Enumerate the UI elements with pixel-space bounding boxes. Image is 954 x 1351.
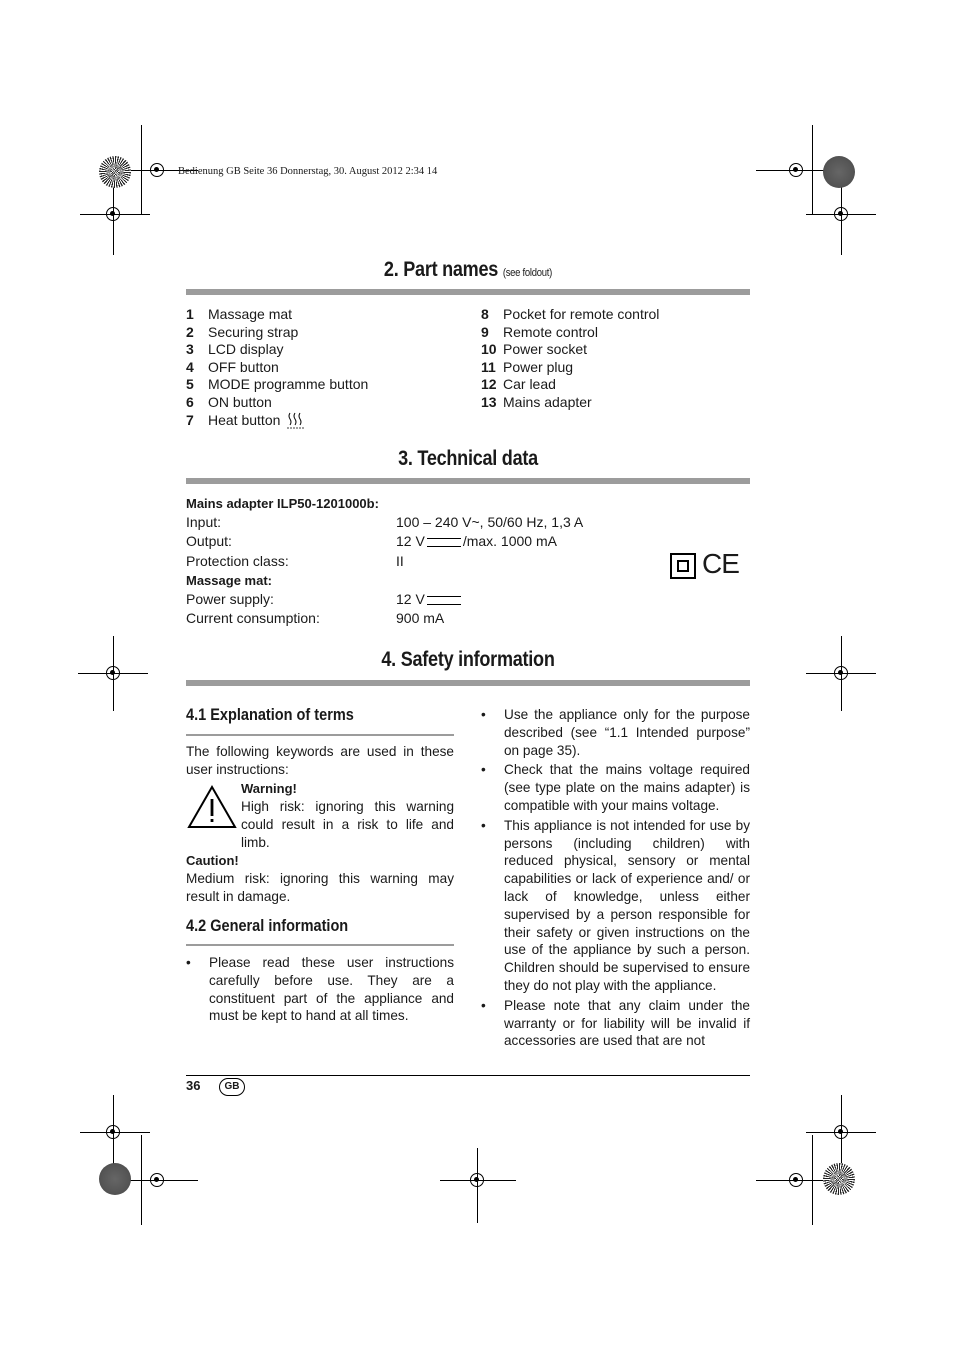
caution-label: Caution!: [186, 853, 239, 868]
list-item: 7 Heat button: [186, 412, 368, 430]
safety-list-right: [481, 706, 750, 1052]
list-item: 5 MODE programme button: [186, 376, 369, 393]
explanation-intro: The following keywords are used in these user instructions:: [186, 744, 454, 777]
dc-symbol-icon: [427, 538, 461, 547]
list-item: 8 Pocket for remote control: [481, 306, 660, 322]
section-bar: [186, 680, 750, 686]
ce-mark-icon: CE: [702, 548, 739, 579]
safety-heading: 4. Safety information: [381, 648, 555, 671]
list-item: 12 Car lead: [481, 376, 556, 393]
footer-rule: [186, 1075, 750, 1076]
general-info-heading: 4.2 General information: [186, 917, 349, 935]
list-item: 6 ON button: [186, 393, 272, 410]
list-item: 1 Massage mat: [186, 306, 293, 322]
section-bar: [186, 478, 750, 484]
list-item: • Please note that any claim under the warranty or for liability will be invalid if accessories are used that are not: [481, 997, 750, 1049]
list-item: 4 OFF button: [186, 358, 279, 375]
language-badge: GB: [219, 1078, 245, 1096]
print-slug: Bedienung GB Seite 36 Donnerstag, 30. August 2012 2:34 14: [178, 166, 438, 177]
mat-heading: Massage mat:: [186, 572, 272, 588]
warning-label: Warning!: [241, 781, 297, 796]
subsection-rule: [186, 734, 454, 736]
caution-text: Medium risk: ignoring this warning may result in damage.: [186, 871, 454, 904]
list-item: 11 Power plug: [481, 358, 574, 375]
page-number: 36: [186, 1078, 201, 1093]
list-item: 9 Remote control: [481, 323, 598, 340]
technical-data-table: Mains adapter ILP50-1201000b: Input: 100 – 240 V~, 50/60 Hz, 1,3 A Output: 12 V /max. 1000 mA Protection class: II Massage mat: Power supply: 12 V Current consumption: 900 mA: [186, 496, 584, 627]
part-list-left: [186, 306, 368, 430]
list-item: • Use the appliance only for the purpose described (see “1.1 Intended purpose” on page 35).: [481, 707, 750, 758]
list-item: 13 Mains adapter: [481, 393, 592, 410]
list-item: • This appliance is not intended for use by persons (including children) with reduced physical, sensory or mental capabilities or lack of experience and/ or lack of knowledge, unless either supervised by a person responsible for their safety or given instructions on the use of the appliance by such a person. Children should be supervised to ensure they do not play with the appliance.: [481, 817, 750, 993]
warning-text: High risk: ignoring this warning could result in a risk to life and limb.: [241, 799, 454, 850]
technical-data-heading: 3. Technical data: [398, 447, 538, 470]
dc-symbol-icon: [427, 596, 461, 605]
part-names-heading: 2. Part names (see foldout): [383, 258, 553, 281]
list-item: 10 Power socket: [481, 341, 588, 358]
part-list-right: [481, 306, 659, 412]
adapter-heading: Mains adapter ILP50-1201000b:: [186, 496, 379, 511]
subsection-rule: [186, 944, 454, 946]
general-info-list: [186, 954, 454, 1027]
warning-triangle-icon: [187, 785, 237, 829]
list-item: 2 Securing strap: [186, 323, 299, 340]
list-item: 3 LCD display: [186, 341, 284, 358]
section-bar: [186, 289, 750, 295]
heat-icon: [286, 410, 306, 430]
list-item: • Check that the mains voltage required (see type plate on the mains adapter) is compatible with your mains voltage.: [481, 762, 750, 813]
explanation-heading: 4.1 Explanation of terms: [186, 706, 354, 724]
list-item: • Please read these user instructions carefully before use. They are a constituent part of the appliance and must be kept to hand at all times.: [186, 955, 454, 1024]
